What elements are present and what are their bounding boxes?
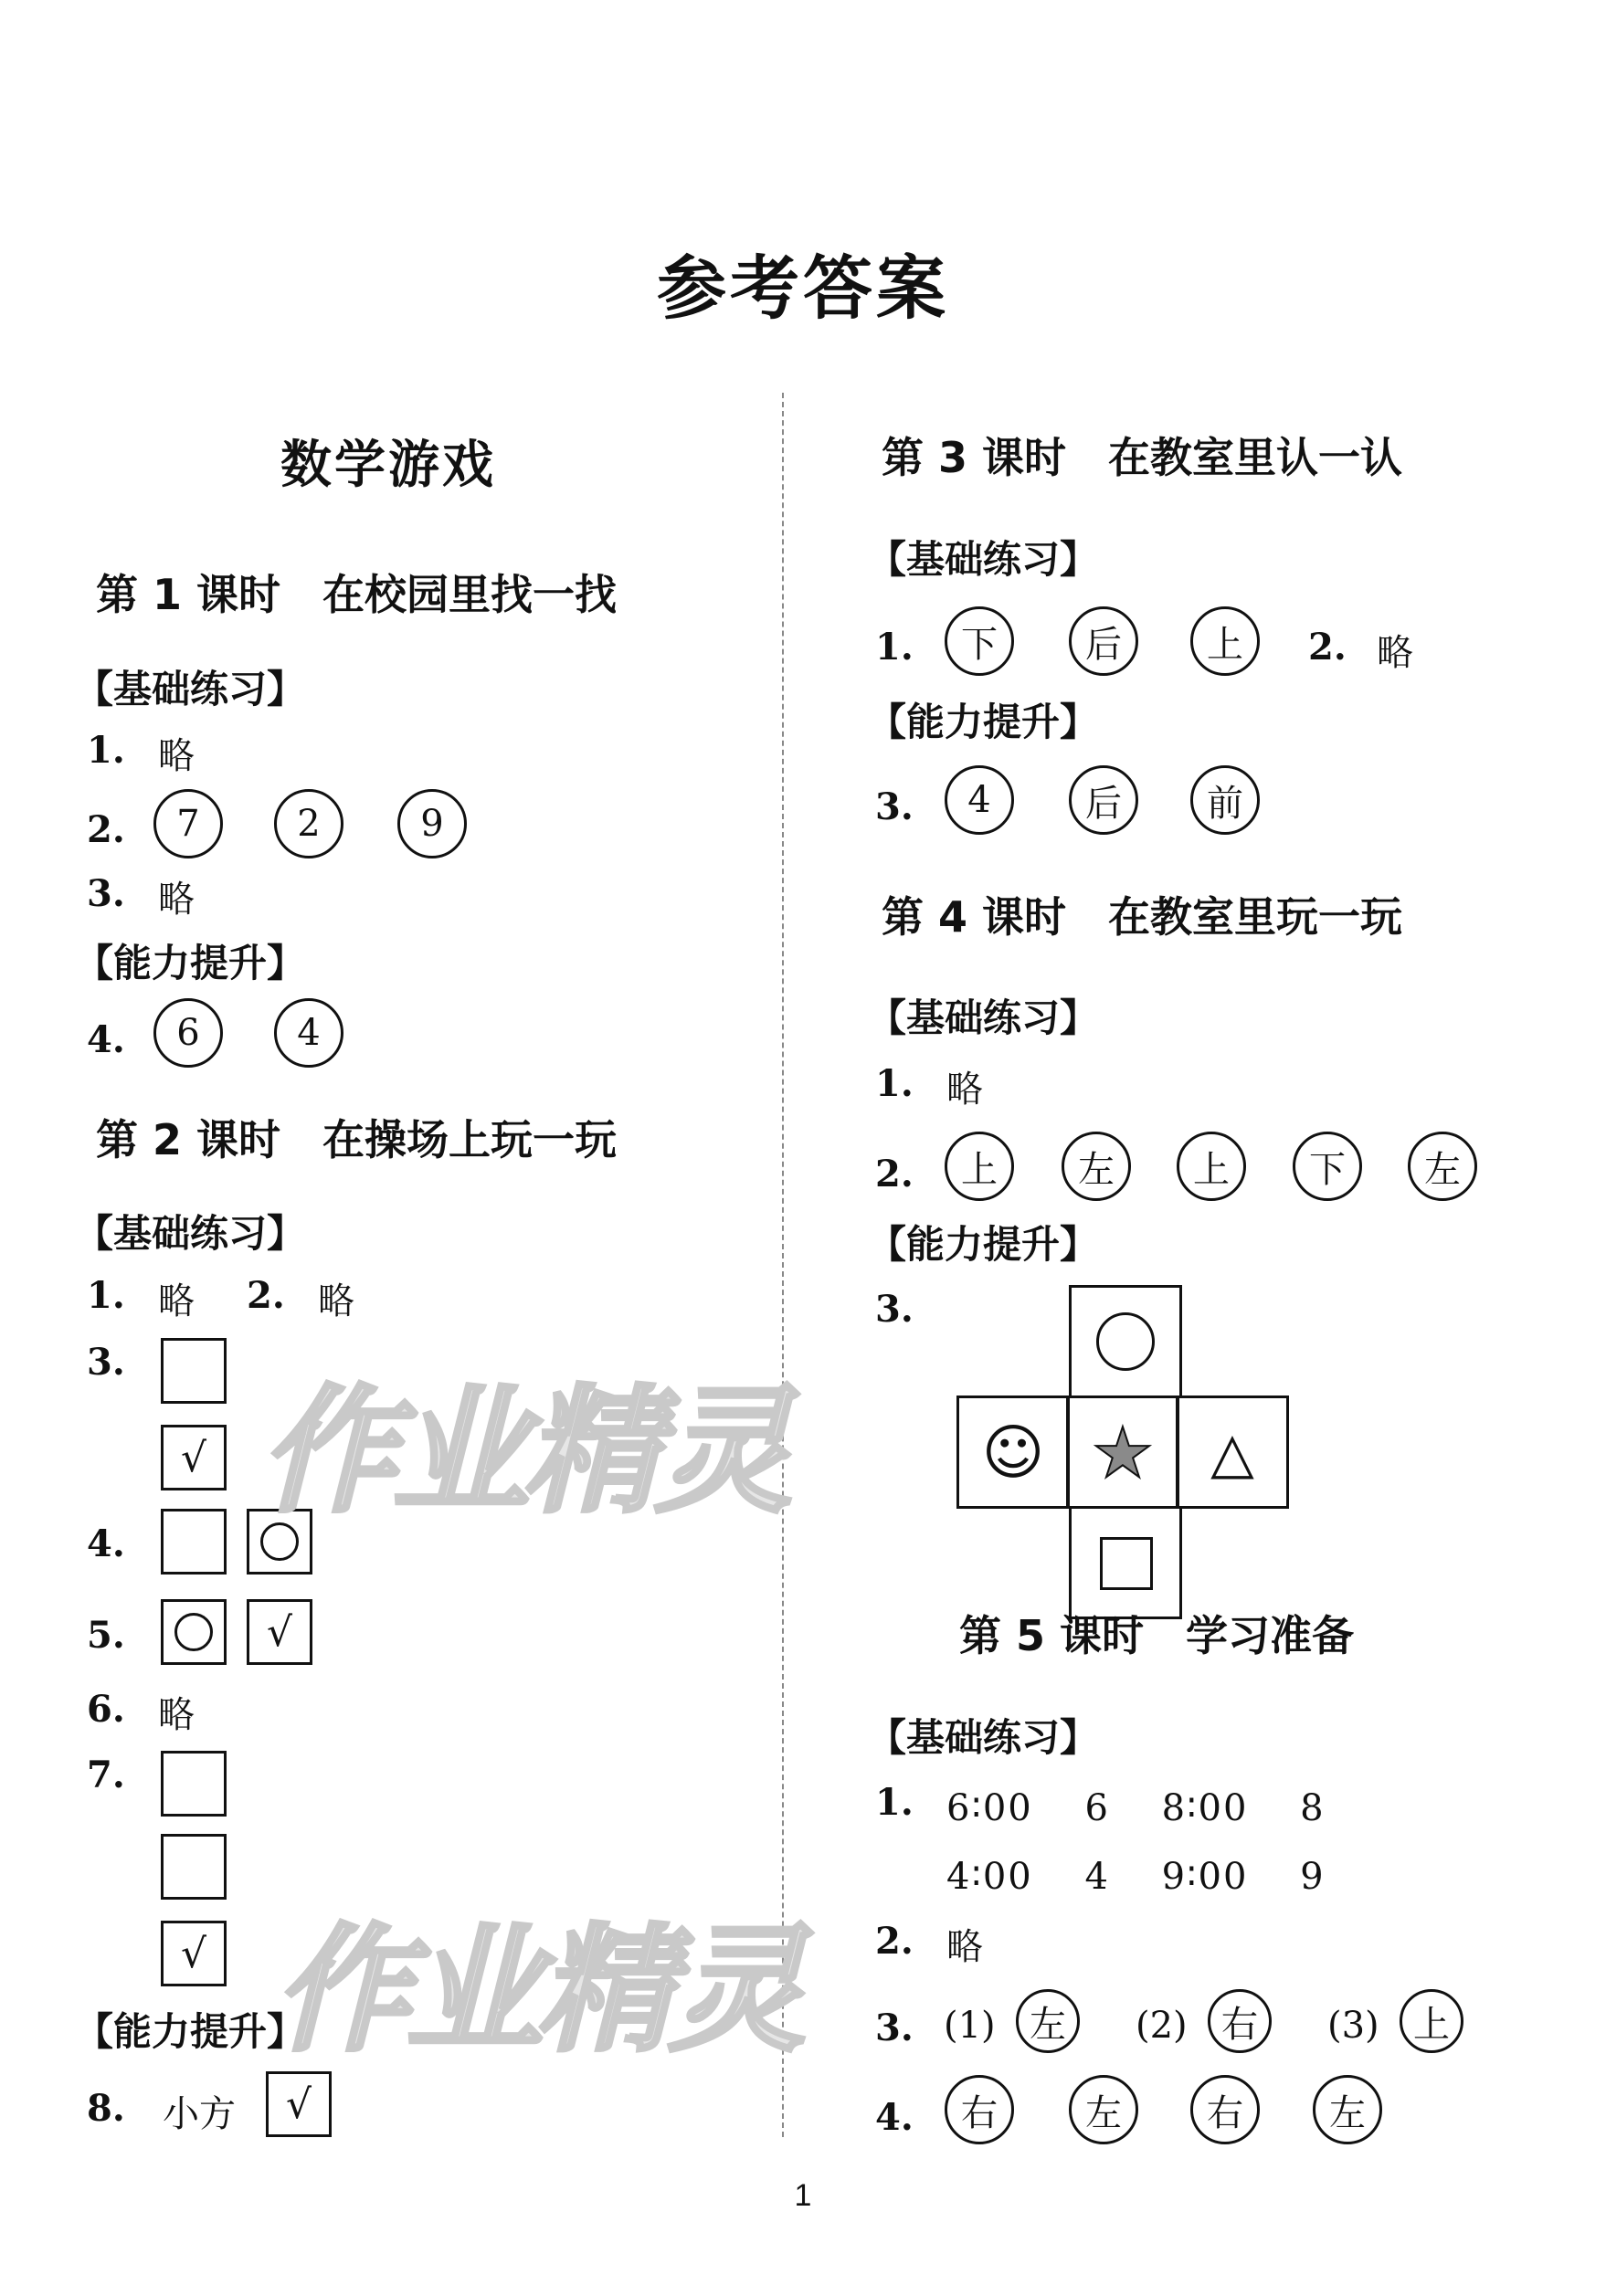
- l5-q2-answer: 略: [946, 1926, 983, 1968]
- net-cell-top: [1069, 1285, 1182, 1398]
- l1-q3-answer: 略: [158, 879, 195, 921]
- triangle-icon: △: [1210, 1418, 1254, 1486]
- answer-circle: 7: [153, 789, 223, 858]
- l5-q3-number: 3.: [875, 2006, 914, 2049]
- page-number: 1: [794, 2178, 812, 2213]
- answer-circle: 4: [274, 998, 343, 1068]
- l2-q8-answer: 小方: [163, 2093, 236, 2135]
- l2-q2-answer: 略: [318, 1280, 354, 1322]
- l3-q3-number: 3.: [875, 785, 914, 828]
- lesson4-heading: 第 4 课时 在教室里玩一玩: [882, 892, 1403, 942]
- l4-q2-number: 2.: [875, 1153, 914, 1195]
- lesson4-basic-section: 【基础练习】: [868, 995, 1099, 1040]
- l5-q1-row2: 4∶00 4 9∶00 9: [946, 1856, 1326, 1898]
- watermark: 作业精灵: [274, 1912, 801, 2070]
- l5-q3-label: (2): [1136, 2005, 1188, 2047]
- answer-circle: 上: [1190, 606, 1260, 676]
- l4-q1-number: 1.: [875, 1062, 914, 1105]
- answer-circle: 后: [1069, 765, 1138, 835]
- l2-q3-number: 3.: [87, 1341, 125, 1384]
- answer-circle: 下: [945, 606, 1014, 676]
- watermark: 作业精灵: [260, 1373, 787, 1532]
- answer-circle: 左: [1408, 1132, 1477, 1201]
- l3-q2-number: 2.: [1308, 626, 1347, 669]
- lesson3-heading: 第 3 课时 在教室里认一认: [882, 433, 1403, 482]
- smiley-icon: ☺: [981, 1417, 1045, 1488]
- answer-circle: 右: [945, 2075, 1014, 2144]
- lesson1-basic-section: 【基础练习】: [75, 667, 306, 711]
- answer-circle: 4: [945, 765, 1014, 835]
- l2-q1-answer: 略: [158, 1280, 195, 1322]
- answer-circle: 上: [945, 1132, 1014, 1201]
- lesson1-heading: 第 1 课时 在校园里找一找: [96, 570, 618, 619]
- answer-box-checked: √: [161, 1921, 227, 1986]
- answer-circle: 左: [1069, 2075, 1138, 2144]
- l1-q1-number: 1.: [87, 729, 125, 772]
- star-icon: ★: [1091, 1411, 1155, 1493]
- l2-q8-number: 8.: [87, 2087, 125, 2130]
- lesson3-ability-section: 【能力提升】: [868, 700, 1099, 744]
- lesson2-ability-section: 【能力提升】: [75, 2009, 306, 2054]
- answer-circle: 前: [1190, 765, 1260, 835]
- answer-circle: 左: [1313, 2075, 1382, 2144]
- lesson5-basic-section: 【基础练习】: [868, 1715, 1099, 1760]
- answer-circle: 上: [1177, 1132, 1246, 1201]
- l1-q2-number: 2.: [87, 808, 125, 851]
- l5-q1-number: 1.: [875, 1781, 914, 1824]
- l4-q3-number: 3.: [875, 1288, 914, 1331]
- answer-box-empty: [161, 1509, 227, 1575]
- answer-circle: 下: [1293, 1132, 1362, 1201]
- l2-q4-number: 4.: [87, 1522, 125, 1565]
- answer-circle: 右: [1208, 1989, 1272, 2053]
- l1-q3-number: 3.: [87, 872, 125, 915]
- circle-shape-icon: [1096, 1312, 1155, 1371]
- l1-q4-number: 4.: [87, 1018, 125, 1061]
- l5-q3-label: (1): [944, 2005, 996, 2047]
- answer-box-empty: [161, 1338, 227, 1404]
- lesson2-heading: 第 2 课时 在操场上玩一玩: [96, 1115, 618, 1164]
- lesson3-basic-section: 【基础练习】: [868, 537, 1099, 582]
- lesson4-ability-section: 【能力提升】: [868, 1222, 1099, 1267]
- lesson1-ability-section: 【能力提升】: [75, 941, 306, 985]
- answer-circle: 上: [1400, 1989, 1463, 2053]
- answer-circle: 右: [1190, 2075, 1260, 2144]
- l5-q2-number: 2.: [875, 1920, 914, 1963]
- square-shape-icon: [1100, 1537, 1153, 1590]
- l2-q1-number: 1.: [87, 1274, 125, 1317]
- lesson2-basic-section: 【基础练习】: [75, 1211, 306, 1256]
- lesson5-heading: 第 5 课时 学习准备: [959, 1611, 1355, 1660]
- answer-circle: 2: [274, 789, 343, 858]
- l5-q3-label: (3): [1327, 2005, 1379, 2047]
- answer-circle: 6: [153, 998, 223, 1068]
- l2-q6-number: 6.: [87, 1688, 125, 1731]
- answer-box-checked: √: [266, 2071, 332, 2137]
- answer-box-circle: [161, 1599, 227, 1665]
- answer-circle: 左: [1062, 1132, 1131, 1201]
- answer-box-empty: [161, 1834, 227, 1900]
- answer-box-checked: √: [161, 1425, 227, 1490]
- l4-q1-answer: 略: [946, 1069, 983, 1111]
- l2-q5-number: 5.: [87, 1614, 125, 1657]
- answer-box-empty: [161, 1751, 227, 1817]
- l2-q2-number: 2.: [247, 1274, 285, 1317]
- l2-q6-answer: 略: [158, 1694, 195, 1736]
- net-cell-center: [1066, 1396, 1179, 1509]
- l2-q7-number: 7.: [87, 1754, 125, 1796]
- l3-q1-number: 1.: [875, 626, 914, 669]
- answer-box-checked: √: [247, 1599, 312, 1665]
- net-cell-left: [956, 1396, 1070, 1509]
- answer-circle: 后: [1069, 606, 1138, 676]
- l1-q1-answer: 略: [158, 735, 195, 777]
- net-cell-right: [1176, 1396, 1289, 1509]
- page-title: 参考答案: [657, 248, 949, 329]
- answer-circle: 9: [397, 789, 467, 858]
- unit-title: 数学游戏: [280, 436, 496, 495]
- answer-circle: 左: [1016, 1989, 1080, 2053]
- l5-q4-number: 4.: [875, 2096, 914, 2139]
- l5-q1-row1: 6∶00 6 8∶00 8: [946, 1787, 1326, 1829]
- column-divider: [782, 393, 784, 2137]
- circle-mark-icon: [174, 1613, 213, 1651]
- l3-q2-answer: 略: [1377, 632, 1413, 674]
